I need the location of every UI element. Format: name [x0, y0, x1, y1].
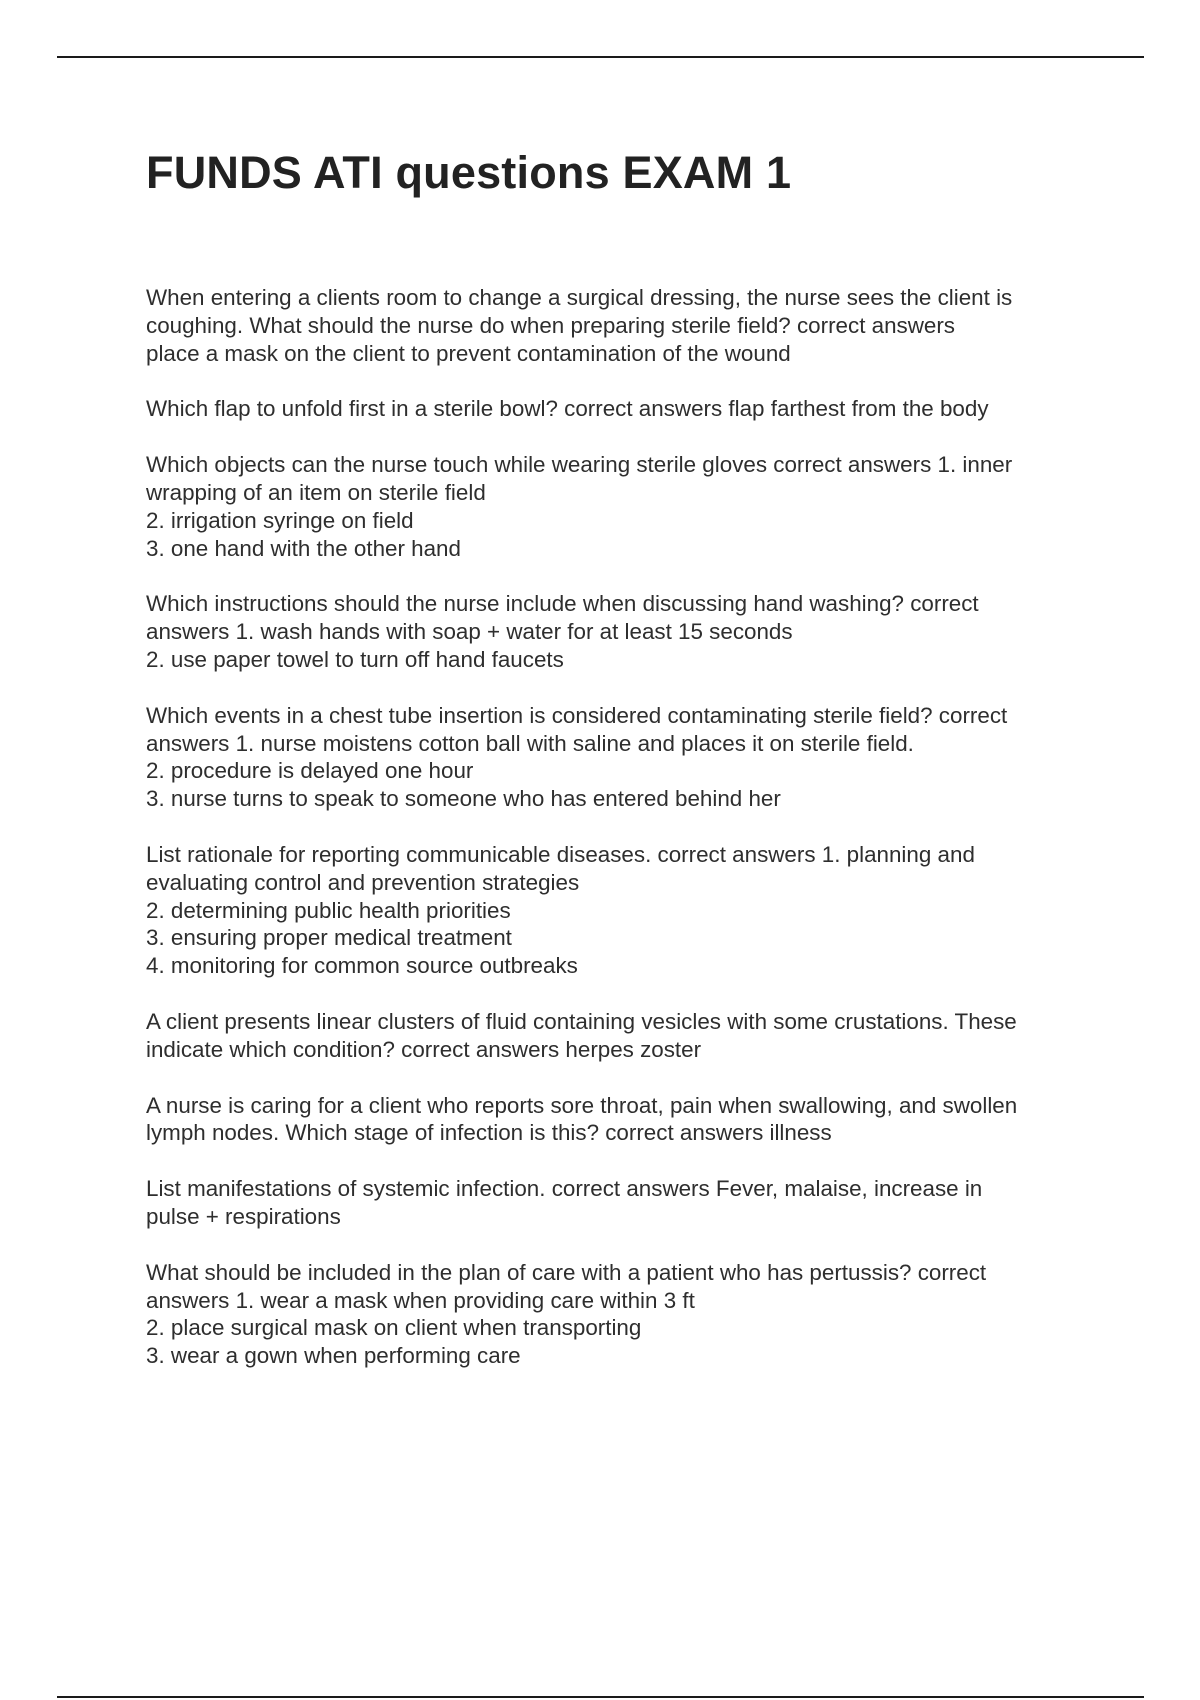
text-line: wrapping of an item on sterile field	[146, 479, 486, 505]
text-line: 2. place surgical mask on client when transporting	[146, 1315, 642, 1341]
question-answer-item	[146, 590, 1106, 673]
text-line: Which objects can the nurse touch while wearing sterile gloves correct answers 1. inner	[146, 452, 1013, 478]
question-answer-item	[146, 284, 1106, 367]
text-line: answers 1. wear a mask when providing care within 3 ft	[146, 1287, 695, 1313]
text-line: 2. procedure is delayed one hour	[146, 758, 474, 784]
text-line: answers 1. wash hands with soap + water for at least 15 seconds	[146, 619, 793, 645]
question-answer-item	[146, 1259, 1106, 1370]
text-line: 2. use paper towel to turn off hand faucets	[146, 646, 564, 672]
text-line: place a mask on the client to prevent contamination of the wound	[146, 340, 791, 366]
question-answer-item	[146, 841, 1106, 980]
text-line: pulse + respirations	[146, 1203, 341, 1229]
text-line: 3. ensuring proper medical treatment	[146, 925, 512, 951]
text-line: List rationale for reporting communicable diseases. correct answers 1. planning and	[146, 841, 975, 867]
page-title: FUNDS ATI questions EXAM 1	[146, 147, 792, 198]
text-line: A nurse is caring for a client who reports sore throat, pain when swallowing, and swollen	[146, 1092, 1018, 1118]
text-line: A client presents linear clusters of fluid containing vesicles with some crustations. These	[146, 1008, 1017, 1034]
question-answer-item	[146, 451, 1106, 562]
question-list	[146, 284, 1106, 1398]
text-line: 4. monitoring for common source outbreaks	[146, 953, 578, 979]
text-line: Which events in a chest tube insertion is considered contaminating sterile field? correct	[146, 702, 1008, 728]
text-line: What should be included in the plan of care with a patient who has pertussis? correct	[146, 1259, 987, 1285]
text-line: 3. nurse turns to speak to someone who has entered behind her	[146, 786, 781, 812]
question-answer-item	[146, 1008, 1106, 1064]
text-line: lymph nodes. Which stage of infection is this? correct answers illness	[146, 1120, 832, 1146]
text-line: When entering a clients room to change a surgical dressing, the nurse sees the client is	[146, 285, 1013, 310]
text-line: answers 1. nurse moistens cotton ball with saline and places it on sterile field.	[146, 730, 914, 756]
top-divider	[57, 56, 1144, 58]
text-line: evaluating control and prevention strategies	[146, 869, 580, 895]
text-line: 3. wear a gown when performing care	[146, 1343, 521, 1369]
question-answer-item	[146, 702, 1106, 813]
text-line: indicate which condition? correct answers herpes zoster	[146, 1036, 702, 1062]
text-line: List manifestations of systemic infection. correct answers Fever, malaise, increase in	[146, 1176, 983, 1202]
text-line: Which flap to unfold first in a sterile bowl? correct answers flap farthest from the body	[146, 396, 989, 422]
text-line: coughing. What should the nurse do when preparing sterile field? correct answers	[146, 312, 956, 338]
bottom-divider	[57, 1696, 1144, 1698]
text-line: Which instructions should the nurse include when discussing hand washing? correct	[146, 591, 979, 617]
question-answer-item	[146, 1175, 1106, 1231]
text-line: 3. one hand with the other hand	[146, 535, 461, 561]
question-answer-item	[146, 395, 1106, 423]
question-answer-item	[146, 1092, 1106, 1148]
text-line: 2. irrigation syringe on field	[146, 507, 414, 533]
text-line: 2. determining public health priorities	[146, 897, 511, 923]
